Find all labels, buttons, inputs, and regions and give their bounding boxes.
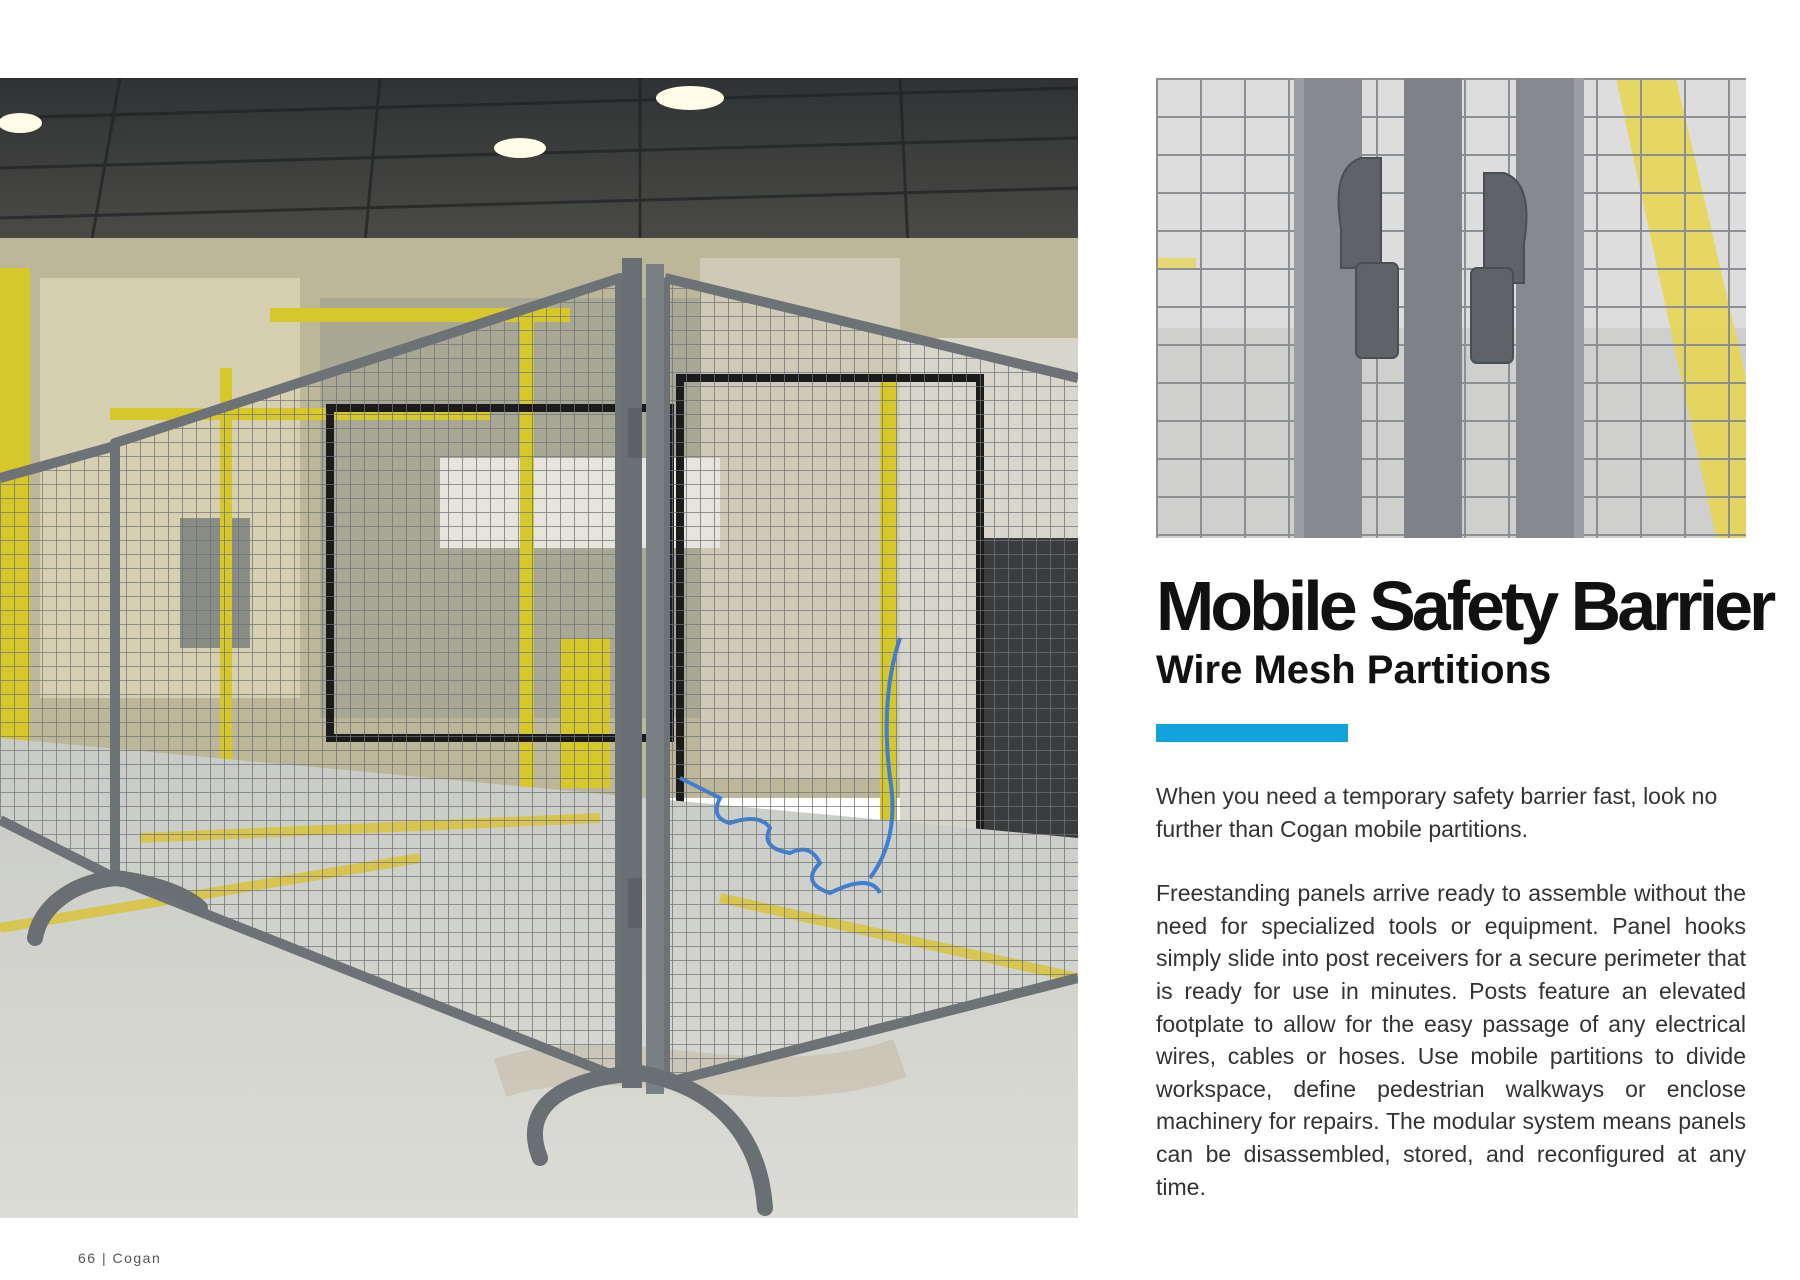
- page-folio: 66 | Cogan: [78, 1250, 162, 1266]
- accent-bar: [1156, 724, 1348, 742]
- panel-hook-closeup-photo: [1156, 78, 1746, 538]
- page-title: Mobile Safety Barrier: [1156, 567, 1773, 645]
- description-paragraph: Freestanding panels arrive ready to assemble without the need for specialized tools or equipment. Panel hooks simply slide into post receivers for a secure perimeter that is ready for use in minutes. Posts feature an elevated footplate to allow for the easy passage of any electrical wires, cables or hoses. Use mobile partitions to divide workspace, define pedestrian walkways or enclose machinery for repairs. The modular system means panels can be disassembled, stored, and reconfigured at any time.: [1156, 880, 1746, 1200]
- factory-partition-photo: [0, 78, 1078, 1218]
- page-subtitle: Wire Mesh Partitions: [1156, 648, 1552, 692]
- body-text: [1156, 780, 1746, 1235]
- intro-paragraph: When you need a temporary safety barrier fast, look no further than Cogan mobile partitions.: [1156, 783, 1718, 842]
